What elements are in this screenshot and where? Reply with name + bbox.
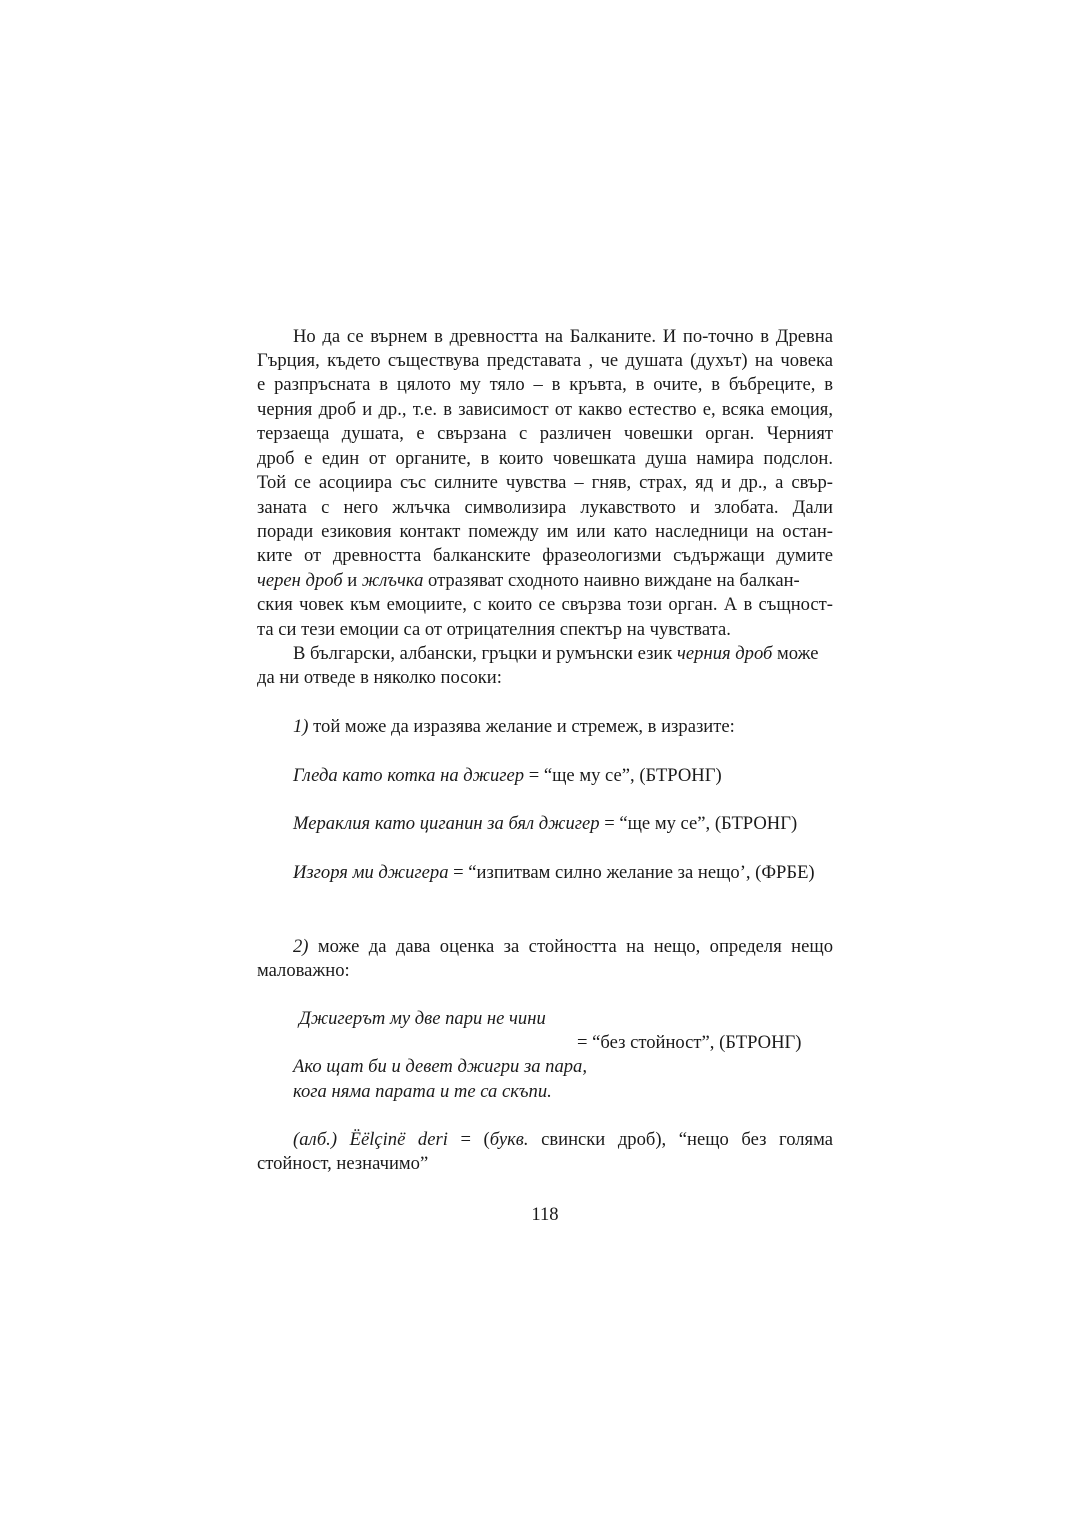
body-text-fragment: той може да изразява желание и стремеж, в изразите: xyxy=(308,716,735,737)
italic-term: черен дроб xyxy=(257,570,343,591)
section-heading xyxy=(293,718,735,737)
body-text-fragment: отразяват сходното наивно виждане на балкан- xyxy=(423,570,800,591)
body-text-fragment: = ( xyxy=(447,1129,490,1150)
example-phrase: Гледа като котка на джигер xyxy=(293,765,525,786)
italic-term: черния дроб xyxy=(677,643,773,664)
example-meaning: = “ще му се”, (БТРОНГ) xyxy=(599,813,798,834)
example-phrase: Изгоря ми джигера xyxy=(293,862,449,883)
example-line xyxy=(293,1058,587,1077)
body-text-line: та си тези емоции са от отрицателния спектър на чувствата. xyxy=(257,619,731,640)
example-phrase: Джигерът му две пари не чини xyxy=(299,1008,546,1029)
body-text-line: дроб е един от органите, в които човешката душа намира подслон. xyxy=(257,448,833,469)
example-meaning: = “изпитвам силно желание за нещо’, (ФРБЕ) xyxy=(448,862,815,883)
example-phrase: Ëëlçinë deri xyxy=(337,1129,448,1150)
body-text-line: да ни отведе в няколко посоки: xyxy=(257,667,502,688)
body-text-fragment: и xyxy=(342,570,362,591)
example-phrase: Ако щат би и девет джигри за пара, xyxy=(293,1056,587,1077)
example-line xyxy=(293,1083,552,1102)
body-text-line: ките от древността балканските фразеологизми съдържащи думите xyxy=(257,545,833,566)
body-text-fragment: може xyxy=(772,643,819,664)
example-line xyxy=(293,864,815,883)
section-number: 1) xyxy=(293,716,309,737)
example-meaning: = “ще му се”, (БТРОНГ) xyxy=(524,765,722,786)
example-meaning: = “без стойност”, (БТРОНГ) xyxy=(577,1032,802,1053)
example-line xyxy=(293,1131,833,1150)
body-text-line: маловажно: xyxy=(257,960,350,981)
body-text-line: черния дроб и др., т.е. в зависимост от какво естество е, всяка емоция, xyxy=(257,399,833,420)
example-line xyxy=(299,1010,546,1029)
body-text-line: поради езиковия контакт помежду им или като наследници на остан- xyxy=(257,521,833,542)
body-text-line: Но да се върнем в древността на Балканите. И по-точно в Древна xyxy=(293,326,833,347)
page-number: 118 xyxy=(531,1204,559,1225)
body-text-line xyxy=(293,645,819,664)
example-phrase: Мераклия като циганин за бял джигер xyxy=(293,813,600,834)
section-number: 2) xyxy=(293,936,309,957)
body-text-line xyxy=(257,572,800,591)
section-heading xyxy=(293,938,833,957)
body-text-line: Гърция, където съществува представата , че душата (духът) на човека xyxy=(257,350,833,371)
language-tag: (алб.) xyxy=(293,1129,338,1150)
example-phrase: кога няма парата и те са скъпи. xyxy=(293,1081,552,1102)
body-text-fragment: В български, албански, гръцки и румънски език xyxy=(293,643,678,664)
body-text-line: Той се асоциира със силните чувства – гняв, страх, яд и др., а свър- xyxy=(257,472,833,493)
body-text-fragment: може да дава оценка за стойността на нещо, определя нещо xyxy=(308,936,833,957)
body-text-line: е разпръсната в цялото му тяло – в кръвта, в очите, в бъбреците, в xyxy=(257,374,833,395)
italic-term: жлъчка xyxy=(361,570,424,591)
example-meaning: свински дроб), “нещо без голяма xyxy=(528,1129,833,1150)
body-text-line: стойност, незначимо” xyxy=(257,1153,429,1174)
body-text-line: ския човек към емоциите, с които се свързва този орган. А в същност- xyxy=(257,594,833,615)
example-line xyxy=(293,767,722,786)
example-line xyxy=(293,815,797,834)
body-text-line: терзаеща душата, е свързана с различен човешки орган. Черният xyxy=(257,423,833,444)
body-text-line: заната с него жлъчка символизира лукавството и злобата. Дали xyxy=(257,497,833,518)
abbreviation: букв. xyxy=(489,1129,529,1150)
